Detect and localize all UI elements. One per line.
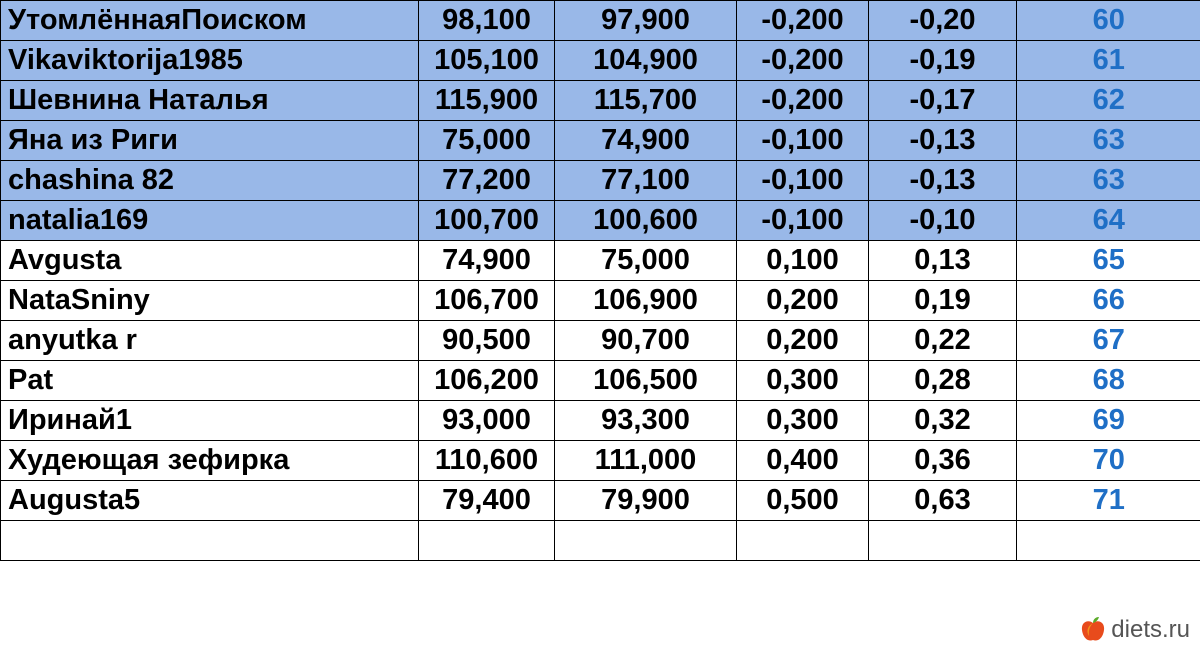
cell-name: Avgusta <box>1 241 419 281</box>
table-row-cutoff <box>1 521 1200 561</box>
watermark <box>1079 616 1190 644</box>
table-row <box>1 41 1200 81</box>
cell-start-weight: 105,100 <box>419 41 555 81</box>
table-row <box>1 441 1200 481</box>
cell-rank: 64 <box>1017 201 1200 241</box>
cell-start-weight: 100,700 <box>419 201 555 241</box>
cell-name: NataSniny <box>1 281 419 321</box>
cell-name: Pat <box>1 361 419 401</box>
empty-cell <box>1017 521 1200 561</box>
cell-percent: 0,13 <box>869 241 1017 281</box>
table-row <box>1 361 1200 401</box>
cell-difference: 0,500 <box>737 481 869 521</box>
cell-rank: 67 <box>1017 321 1200 361</box>
cell-difference: 0,300 <box>737 361 869 401</box>
cell-rank: 61 <box>1017 41 1200 81</box>
empty-cell <box>555 521 737 561</box>
cell-current-weight: 100,600 <box>555 201 737 241</box>
cell-current-weight: 77,100 <box>555 161 737 201</box>
cell-current-weight: 104,900 <box>555 41 737 81</box>
cell-start-weight: 98,100 <box>419 1 555 41</box>
apple-logo-icon <box>1079 616 1107 644</box>
cell-name: Augusta5 <box>1 481 419 521</box>
cell-current-weight: 111,000 <box>555 441 737 481</box>
cell-difference: 0,200 <box>737 321 869 361</box>
table-row <box>1 281 1200 321</box>
cell-start-weight: 74,900 <box>419 241 555 281</box>
table-row <box>1 481 1200 521</box>
cell-current-weight: 97,900 <box>555 1 737 41</box>
cell-name: Яна из Риги <box>1 121 419 161</box>
watermark-text: diets.ru <box>1111 616 1190 643</box>
cell-rank: 65 <box>1017 241 1200 281</box>
cell-start-weight: 75,000 <box>419 121 555 161</box>
cell-current-weight: 106,900 <box>555 281 737 321</box>
cell-difference: -0,100 <box>737 161 869 201</box>
cell-rank: 63 <box>1017 161 1200 201</box>
cell-start-weight: 77,200 <box>419 161 555 201</box>
cell-difference: 0,300 <box>737 401 869 441</box>
table-body <box>1 1 1200 561</box>
cell-name: Vikaviktorija1985 <box>1 41 419 81</box>
cell-percent: 0,28 <box>869 361 1017 401</box>
cell-percent: -0,10 <box>869 201 1017 241</box>
cell-difference: 0,200 <box>737 281 869 321</box>
cell-rank: 63 <box>1017 121 1200 161</box>
cell-name: Шевнина Наталья <box>1 81 419 121</box>
cell-start-weight: 90,500 <box>419 321 555 361</box>
empty-cell <box>1 521 419 561</box>
cell-start-weight: 106,700 <box>419 281 555 321</box>
table-row <box>1 401 1200 441</box>
cell-rank: 69 <box>1017 401 1200 441</box>
cell-name: anyutka r <box>1 321 419 361</box>
empty-cell <box>737 521 869 561</box>
cell-start-weight: 79,400 <box>419 481 555 521</box>
cell-rank: 62 <box>1017 81 1200 121</box>
cell-rank: 70 <box>1017 441 1200 481</box>
cell-current-weight: 79,900 <box>555 481 737 521</box>
cell-name: chashina 82 <box>1 161 419 201</box>
cell-percent: -0,17 <box>869 81 1017 121</box>
table-row <box>1 241 1200 281</box>
cell-percent: -0,20 <box>869 1 1017 41</box>
cell-percent: 0,36 <box>869 441 1017 481</box>
table-row <box>1 1 1200 41</box>
cell-difference: -0,200 <box>737 81 869 121</box>
cell-percent: 0,32 <box>869 401 1017 441</box>
cell-start-weight: 110,600 <box>419 441 555 481</box>
cell-current-weight: 93,300 <box>555 401 737 441</box>
cell-rank: 68 <box>1017 361 1200 401</box>
cell-start-weight: 93,000 <box>419 401 555 441</box>
cell-difference: 0,100 <box>737 241 869 281</box>
cell-percent: 0,19 <box>869 281 1017 321</box>
empty-cell <box>419 521 555 561</box>
cell-percent: 0,63 <box>869 481 1017 521</box>
table-row <box>1 201 1200 241</box>
cell-start-weight: 115,900 <box>419 81 555 121</box>
cell-start-weight: 106,200 <box>419 361 555 401</box>
cell-name: natalia169 <box>1 201 419 241</box>
cell-current-weight: 106,500 <box>555 361 737 401</box>
table-row <box>1 161 1200 201</box>
table-row <box>1 321 1200 361</box>
cell-difference: 0,400 <box>737 441 869 481</box>
cell-rank: 71 <box>1017 481 1200 521</box>
cell-difference: -0,200 <box>737 41 869 81</box>
cell-name: Худеющая зефирка <box>1 441 419 481</box>
cell-current-weight: 90,700 <box>555 321 737 361</box>
cell-name: УтомлённаяПоиском <box>1 1 419 41</box>
cell-current-weight: 75,000 <box>555 241 737 281</box>
table-row <box>1 81 1200 121</box>
cell-percent: -0,19 <box>869 41 1017 81</box>
cell-current-weight: 115,700 <box>555 81 737 121</box>
cell-current-weight: 74,900 <box>555 121 737 161</box>
cell-difference: -0,100 <box>737 201 869 241</box>
cell-rank: 60 <box>1017 1 1200 41</box>
cell-percent: -0,13 <box>869 161 1017 201</box>
empty-cell <box>869 521 1017 561</box>
cell-difference: -0,200 <box>737 1 869 41</box>
cell-percent: 0,22 <box>869 321 1017 361</box>
cell-rank: 66 <box>1017 281 1200 321</box>
table-row <box>1 121 1200 161</box>
cell-percent: -0,13 <box>869 121 1017 161</box>
cell-name: Иринай1 <box>1 401 419 441</box>
cell-difference: -0,100 <box>737 121 869 161</box>
